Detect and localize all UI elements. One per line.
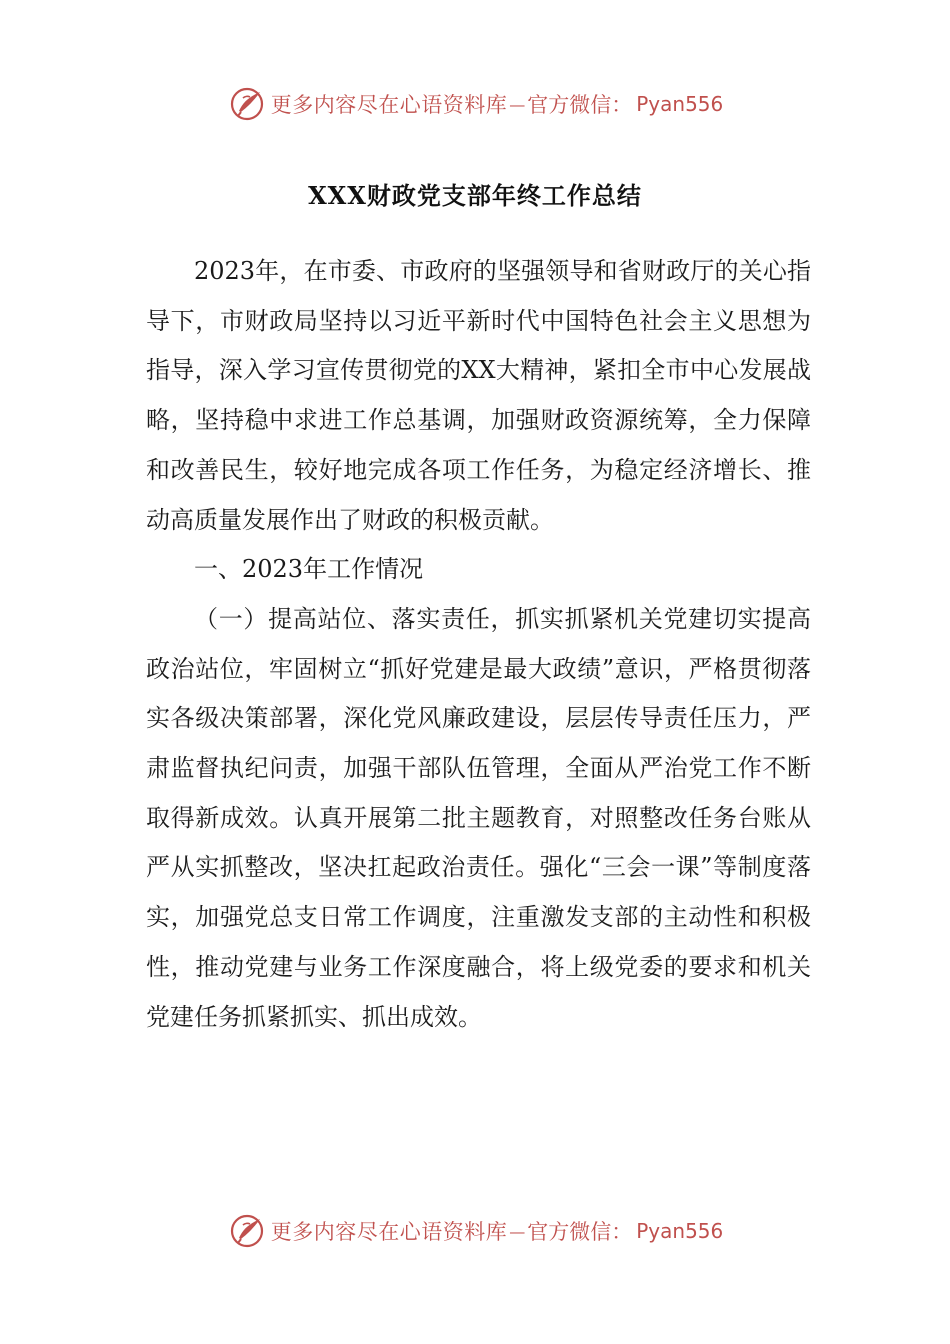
quill-seal-icon xyxy=(227,84,267,124)
header-watermark-banner xyxy=(0,82,950,126)
quill-seal-icon xyxy=(227,1211,267,1251)
banner-wechat-id: Pyan556 xyxy=(636,1219,724,1243)
banner-slogan: 更多内容尽在心语资料库 xyxy=(270,93,508,117)
paragraph-section-1: （一）提高站位、落实责任，抓实抓紧机关党建切实提高政治站位，牢固树立“抓好党建是最大政绩”意识，严格贯彻落实各级决策部署，深化党风廉政建设，层层传导责任压力，严肃监督执纪问责，加强干部队伍管理，全面从严治党工作不断取得新成效。认真开展第二批主题教育，对照整改任务台账从严从实抓整改，坚决扛起政治责任。强化“三会一课”等制度落实，加强党总支日常工作调度，注重激发支部的主动性和积极性，推动党建与业务工作深度融合，将上级党委的要求和机关党建任务抓紧抓实、抓出成效。 xyxy=(146,604,811,1031)
document-body xyxy=(146,247,811,1042)
document-title: XXX财政党支部年终工作总结 xyxy=(308,181,642,210)
section-heading: 一、2023年工作情况 xyxy=(194,555,424,584)
footer-watermark-banner xyxy=(0,1209,950,1253)
banner-wechat-label: 官方微信： xyxy=(527,93,633,117)
banner-slogan: 更多内容尽在心语资料库 xyxy=(270,1220,508,1244)
banner-wechat-label: 官方微信： xyxy=(527,1220,633,1244)
banner-dash: — xyxy=(509,94,526,114)
paragraph-intro: 2023年，在市委、市政府的坚强领导和省财政厅的关心指导下，市财政局坚持以习近平新时代中国特色社会主义思想为指导，深入学习宣传贯彻党的XX大精神，紧扣全市中心发展战略，坚持稳中求进工作总基调，加强财政资源统筹，全力保障和改善民生，较好地完成各项工作任务，为稳定经济增长、推动高质量发展作出了财政的积极贡献。 xyxy=(146,257,811,534)
banner-wechat-id: Pyan556 xyxy=(636,92,724,116)
banner-dash: — xyxy=(509,1221,526,1241)
